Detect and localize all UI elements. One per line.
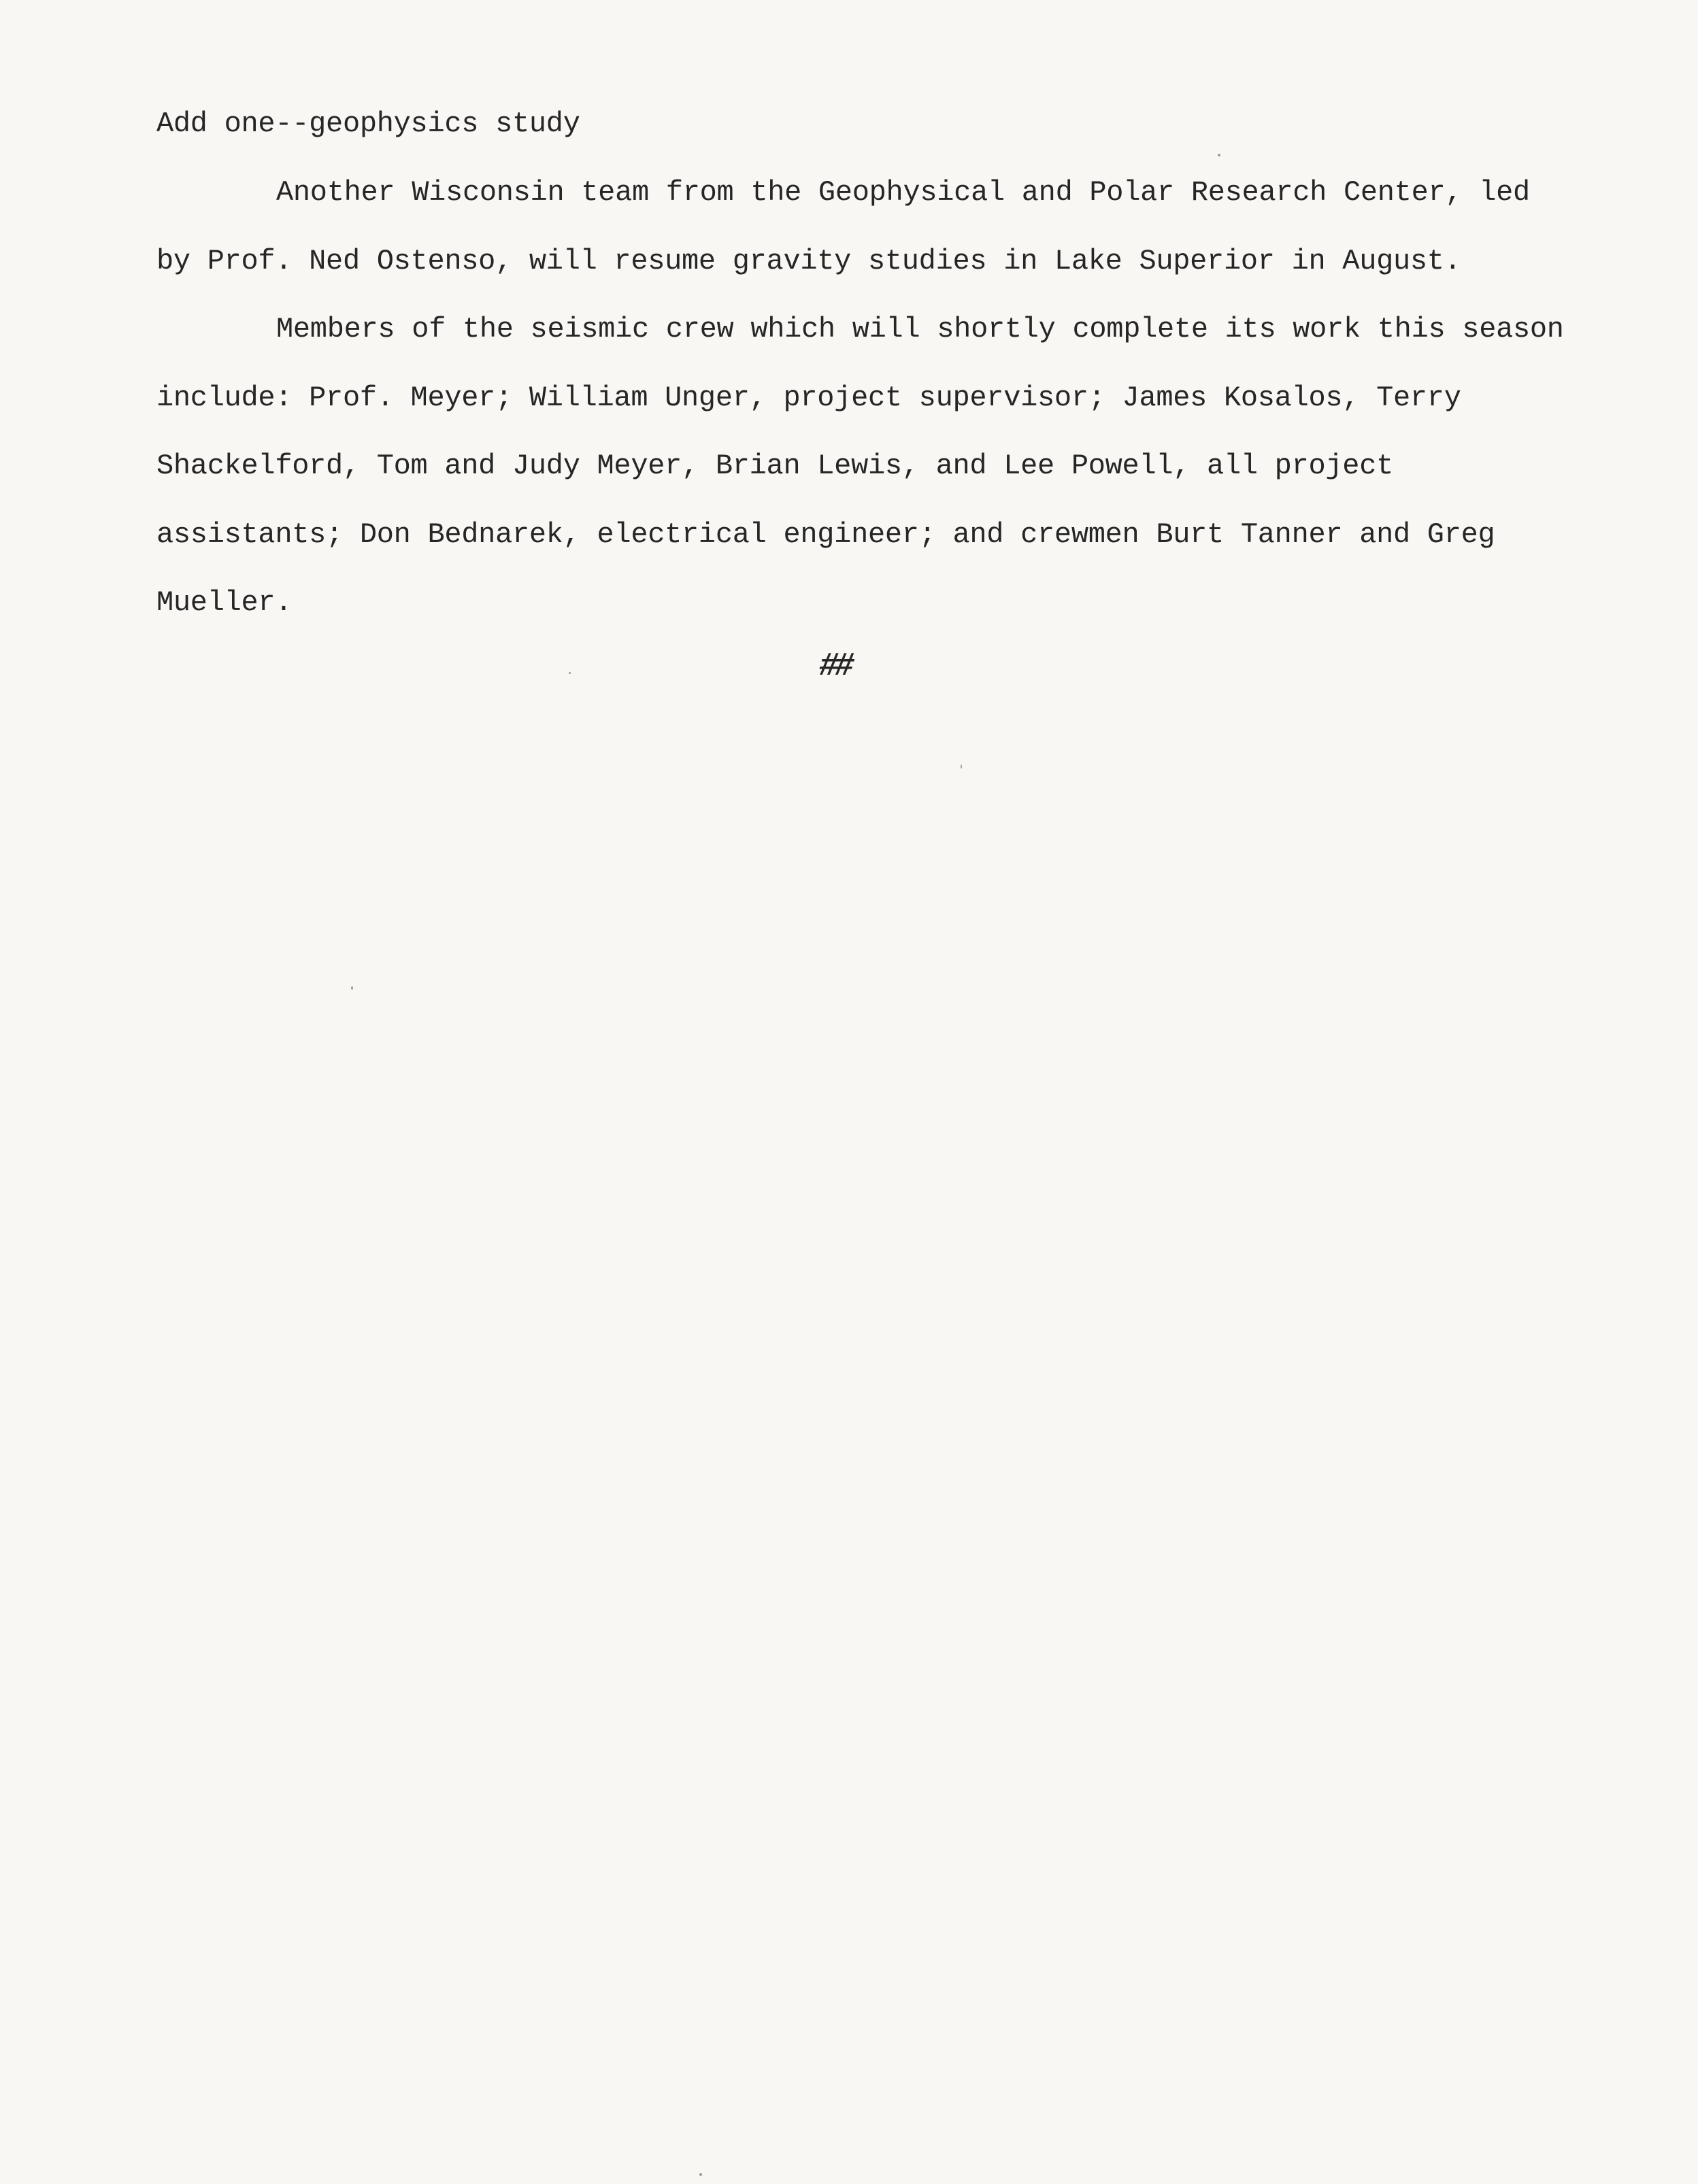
- document-body: [156, 158, 1571, 637]
- paper-speck: [351, 986, 353, 990]
- document-heading: Add one--geophysics study: [156, 107, 580, 140]
- paper-speck: [699, 2173, 702, 2176]
- paper-speck: [569, 672, 571, 674]
- end-mark: ##: [819, 648, 850, 685]
- paragraph-seismic-crew: Members of the seismic crew which will shortly complete its work this season include: Prof. Meyer; William Unger, project supervisor; James Kosalos, Terry Shackelford, Tom and Judy Meyer, Brian Lewis, and Lee Powell, all project assistants; Don Bednarek, electrical engineer; and crewmen Burt Tanner and Greg Mueller.: [156, 313, 1564, 619]
- paragraph-gravity-study: Another Wisconsin team from the Geophysical and Polar Research Center, led by Prof. Ned Ostenso, will resume gravity studies in Lake Superior in August.: [156, 176, 1530, 278]
- paper-speck: [961, 765, 962, 769]
- paper-speck: [1218, 154, 1220, 156]
